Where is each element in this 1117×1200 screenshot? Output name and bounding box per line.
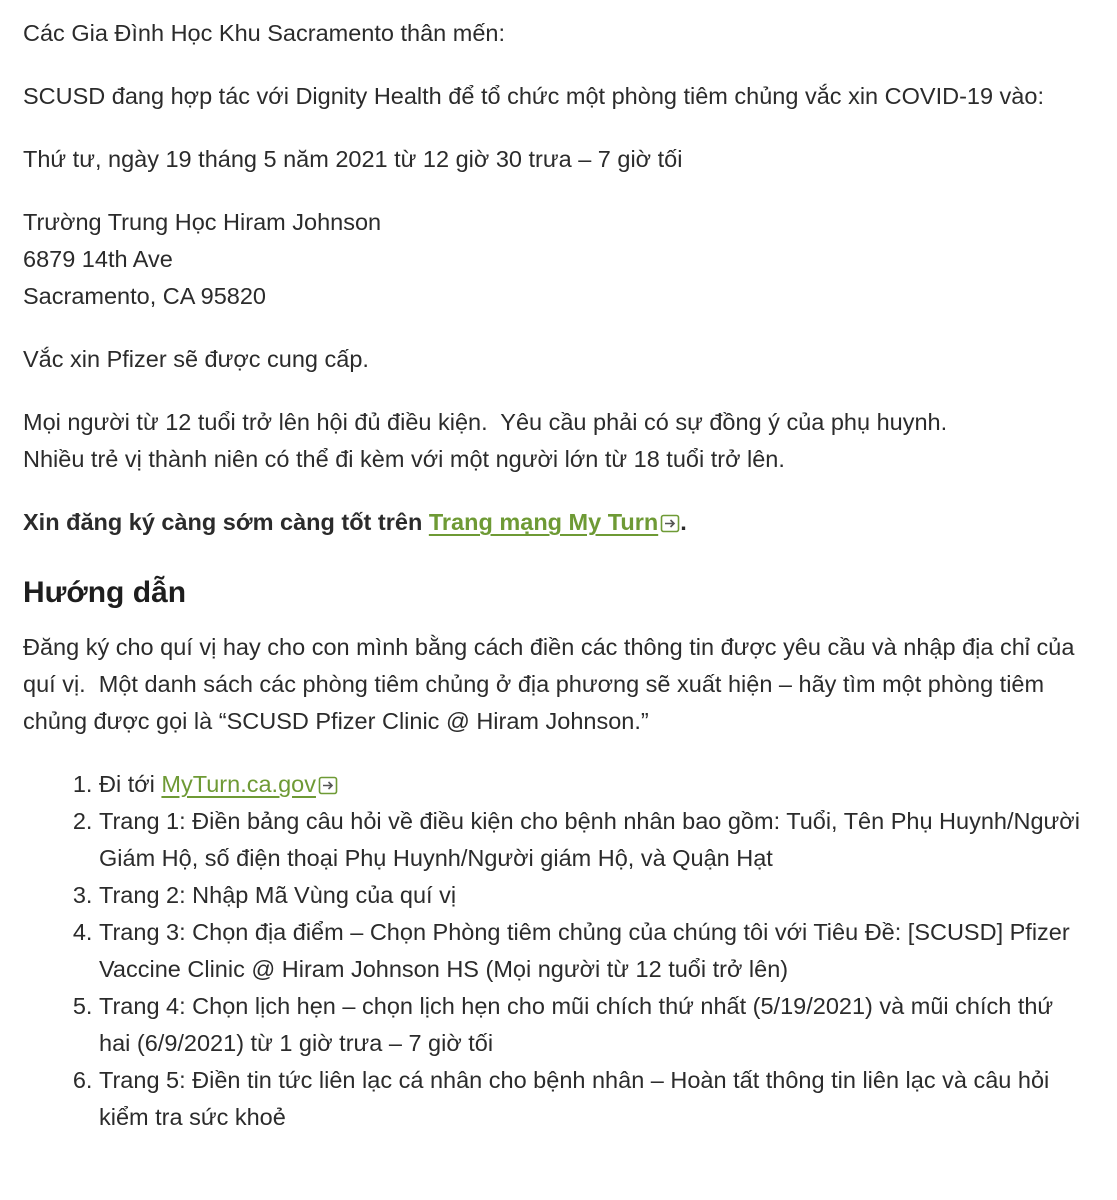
register-suffix: . <box>680 509 687 535</box>
instructions-heading: Hướng dẫn <box>23 576 187 609</box>
register-callout <box>23 504 1083 541</box>
address-line-3: Sacramento, CA 95820 <box>23 283 266 309</box>
external-link-icon <box>660 514 680 533</box>
register-prefix: Xin đăng ký càng sớm càng tốt trên <box>23 509 429 535</box>
intro-paragraph: SCUSD đang hợp tác với Dignity Health để tổ chức một phòng tiêm chủng vắc xin COVID-19 vào: <box>23 83 1044 109</box>
address-line-2: 6879 14th Ave <box>23 246 173 272</box>
greeting: Các Gia Đình Học Khu Sacramento thân mến: <box>23 20 505 46</box>
step-5: 5. Trang 4: Chọn lịch hẹn – chọn lịch hẹn cho mũi chích thứ nhất (5/19/2021) và mũi chích thứ hai (6/9/2021) từ 1 giờ trưa – 7 giờ tối <box>99 988 1083 1062</box>
myturn-link-text: MyTurn.ca.gov <box>161 771 316 797</box>
instructions-body: Đăng ký cho quí vị hay cho con mình bằng cách điền các thông tin được yêu cầu và nhập địa chỉ của quí vị. Một danh sách các phòng tiêm chủng ở địa phương sẽ xuất hiện – hãy tìm một phòng tiêm chủng được gọi là “SCUSD Pfizer Clinic @ Hiram Johnson.” <box>23 634 1081 734</box>
eligibility-line-2: Nhiều trẻ vị thành niên có thể đi kèm với một người lớn từ 18 tuổi trở lên. <box>23 446 785 472</box>
instructions-steps <box>23 766 1083 1136</box>
external-link-icon <box>318 776 338 795</box>
eligibility-paragraph <box>23 404 1083 478</box>
vaccine-note: Vắc xin Pfizer sẽ được cung cấp. <box>23 346 369 372</box>
eligibility-line-1: Mọi người từ 12 tuổi trở lên hội đủ điều kiện. Yêu cầu phải có sự đồng ý của phụ huynh. <box>23 409 948 435</box>
step-1 <box>99 766 1083 803</box>
step-2: 2. Trang 1: Điền bảng câu hỏi về điều kiện cho bệnh nhân bao gồm: Tuổi, Tên Phụ Huynh/Người Giám Hộ, số điện thoại Phụ Huynh/Người giám Hộ, và Quận Hạt <box>99 803 1083 877</box>
my-turn-link-text: Trang mạng My Turn <box>428 509 659 535</box>
my-turn-link[interactable] <box>429 509 680 535</box>
address-line-1: Trường Trung Học Hiram Johnson <box>23 209 382 235</box>
article-body <box>23 15 1083 1136</box>
event-date-time: Thứ tư, ngày 19 tháng 5 năm 2021 từ 12 giờ 30 trưa – 7 giờ tối <box>23 146 683 172</box>
myturn-ca-gov-link[interactable] <box>161 771 338 797</box>
step-6: 6. Trang 5: Điền tin tức liên lạc cá nhân cho bệnh nhân – Hoàn tất thông tin liên lạc và câu hỏi kiểm tra sức khoẻ <box>99 1062 1083 1136</box>
step-4: 4. Trang 3: Chọn địa điểm – Chọn Phòng tiêm chủng của chúng tôi với Tiêu Đề: [SCUSD] Pfizer Vaccine Clinic @ Hiram Johnson HS (Mọi người từ 12 tuổi trở lên) <box>99 914 1083 988</box>
step-1-prefix: Đi tới <box>99 771 162 797</box>
step-3: 3. Trang 2: Nhập Mã Vùng của quí vị <box>99 877 1083 914</box>
event-address <box>23 204 1083 315</box>
